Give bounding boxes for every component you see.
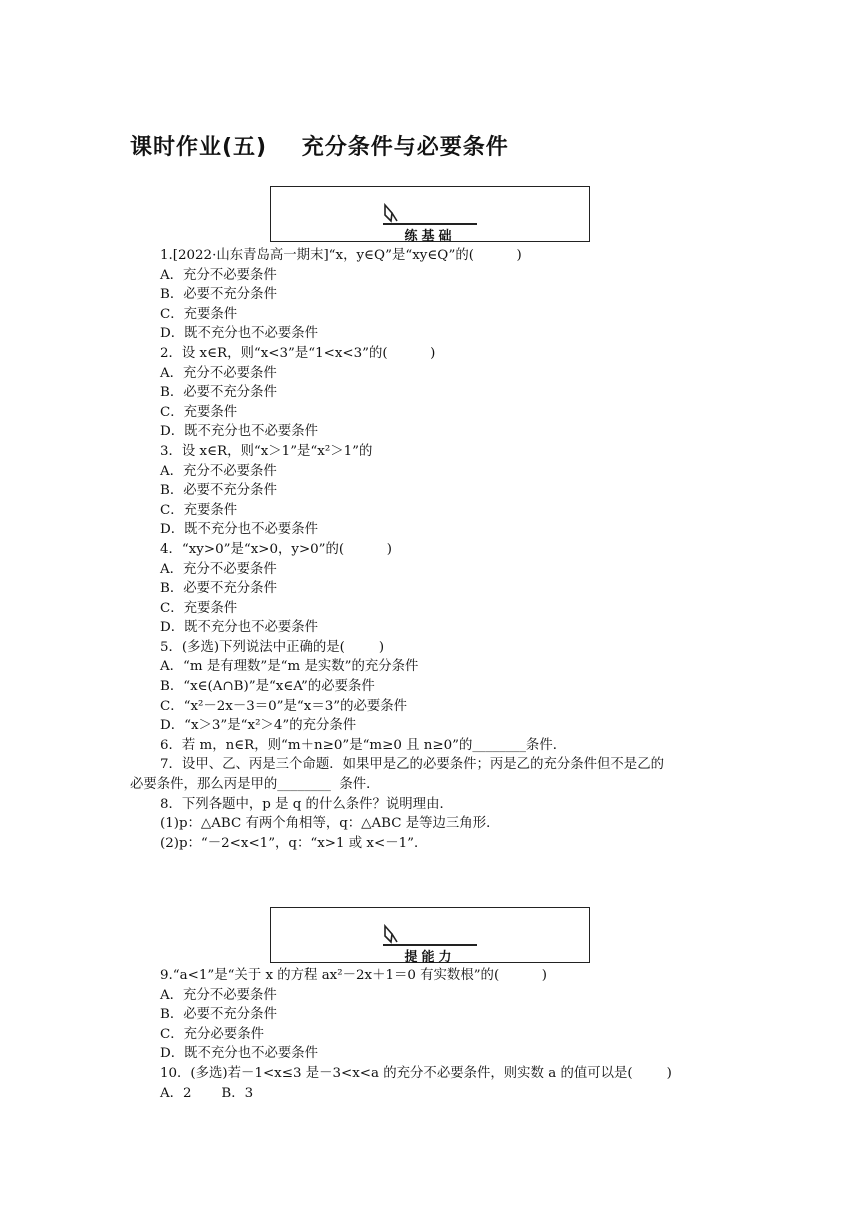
- option-d: D．既不充分也不必要条件: [160, 326, 319, 342]
- pen-icon: [383, 203, 399, 223]
- option-c: C．“x²－2x－3＝0”是“x＝3”的必要条件: [160, 698, 408, 714]
- section-header-basic: [270, 186, 590, 242]
- question-2: 2．设 x∈R，则“x<3”是“1<x<3”的( ): [160, 345, 436, 361]
- question-4: 4．“xy>0”是“x>0，y>0”的( ): [160, 541, 392, 557]
- option-a: A．充分不必要条件: [160, 267, 277, 283]
- question-3: 3．设 x∈R，则“x＞1”是“x²＞1”的: [160, 443, 373, 459]
- option-a: A．充分不必要条件: [160, 463, 277, 479]
- option-b: B．必要不充分条件: [160, 581, 277, 597]
- option-a: A．充分不必要条件: [160, 561, 277, 577]
- option-d: D．“x＞3”是“x²＞4”的充分条件: [160, 718, 357, 734]
- option-d: D．既不充分也不必要条件: [160, 1046, 319, 1062]
- question-8-part-2: (2)p：“－2<x<1”，q：“x>1 或 x<－1”．: [160, 835, 428, 851]
- question-10: 10．(多选)若－1<x≤3 是－3<x<a 的充分不必要条件，则实数 a 的值可以是( ): [160, 1065, 672, 1081]
- section-header-advanced: [270, 907, 590, 963]
- option-a: A．充分不必要条件: [160, 365, 277, 381]
- option-d: D．既不充分也不必要条件: [160, 522, 319, 538]
- section-label: 练基础: [404, 229, 456, 244]
- option-b: B．必要不充分条件: [160, 385, 277, 401]
- question-6: 6．若 m，n∈R，则“m＋n≥0”是“m≥0 且 n≥0”的________条件．: [160, 737, 567, 753]
- option-a: A．充分不必要条件: [160, 987, 277, 1003]
- section-label: 提能力: [404, 950, 456, 965]
- question-8: 8．下列各题中，p 是 q 的什么条件？说明理由．: [160, 796, 453, 812]
- questions-advanced: [130, 966, 730, 1103]
- option-d: D．既不充分也不必要条件: [160, 424, 319, 440]
- question-7-continued: 必要条件，那么丙是甲的________ 条件．: [130, 777, 380, 793]
- option-c: C．充要条件: [160, 404, 238, 420]
- question-9: 9.“a<1”是“关于 x 的方程 ax²－2x＋1＝0 有实数根”的( ): [160, 968, 547, 983]
- option-b: B．必要不充分条件: [160, 483, 277, 499]
- question-1: 1.[2022·山东青岛高一期末]“x，y∈Q”是“xy∈Q”的( ): [160, 248, 522, 263]
- option-b: B．必要不充分条件: [160, 1007, 277, 1023]
- option-a: A．“m 是有理数”是“m 是实数”的充分条件: [160, 659, 419, 675]
- option-b: B．“x∈(A∩B)”是“x∈A”的必要条件: [160, 679, 375, 695]
- option-b: B．必要不充分条件: [160, 287, 277, 303]
- pen-icon: [383, 924, 399, 944]
- page-title: 课时作业(五) 充分条件与必要条件: [130, 135, 509, 160]
- question-7: 7．设甲、乙、丙是三个命题．如果甲是乙的必要条件；丙是乙的充分条件但不是乙的: [160, 757, 664, 773]
- question-8-part-1: (1)p：△ABC 有两个角相等，q：△ABC 是等边三角形．: [160, 816, 500, 832]
- option-c: C．充要条件: [160, 502, 238, 518]
- option-c: C．充分必要条件: [160, 1026, 264, 1042]
- question-10-options: A．2 B．3: [160, 1085, 254, 1101]
- question-5: 5．(多选)下列说法中正确的是( ): [160, 639, 385, 655]
- option-c: C．充要条件: [160, 600, 238, 616]
- questions-basic: [130, 246, 730, 853]
- option-c: C．充要条件: [160, 306, 238, 322]
- option-d: D．既不充分也不必要条件: [160, 620, 319, 636]
